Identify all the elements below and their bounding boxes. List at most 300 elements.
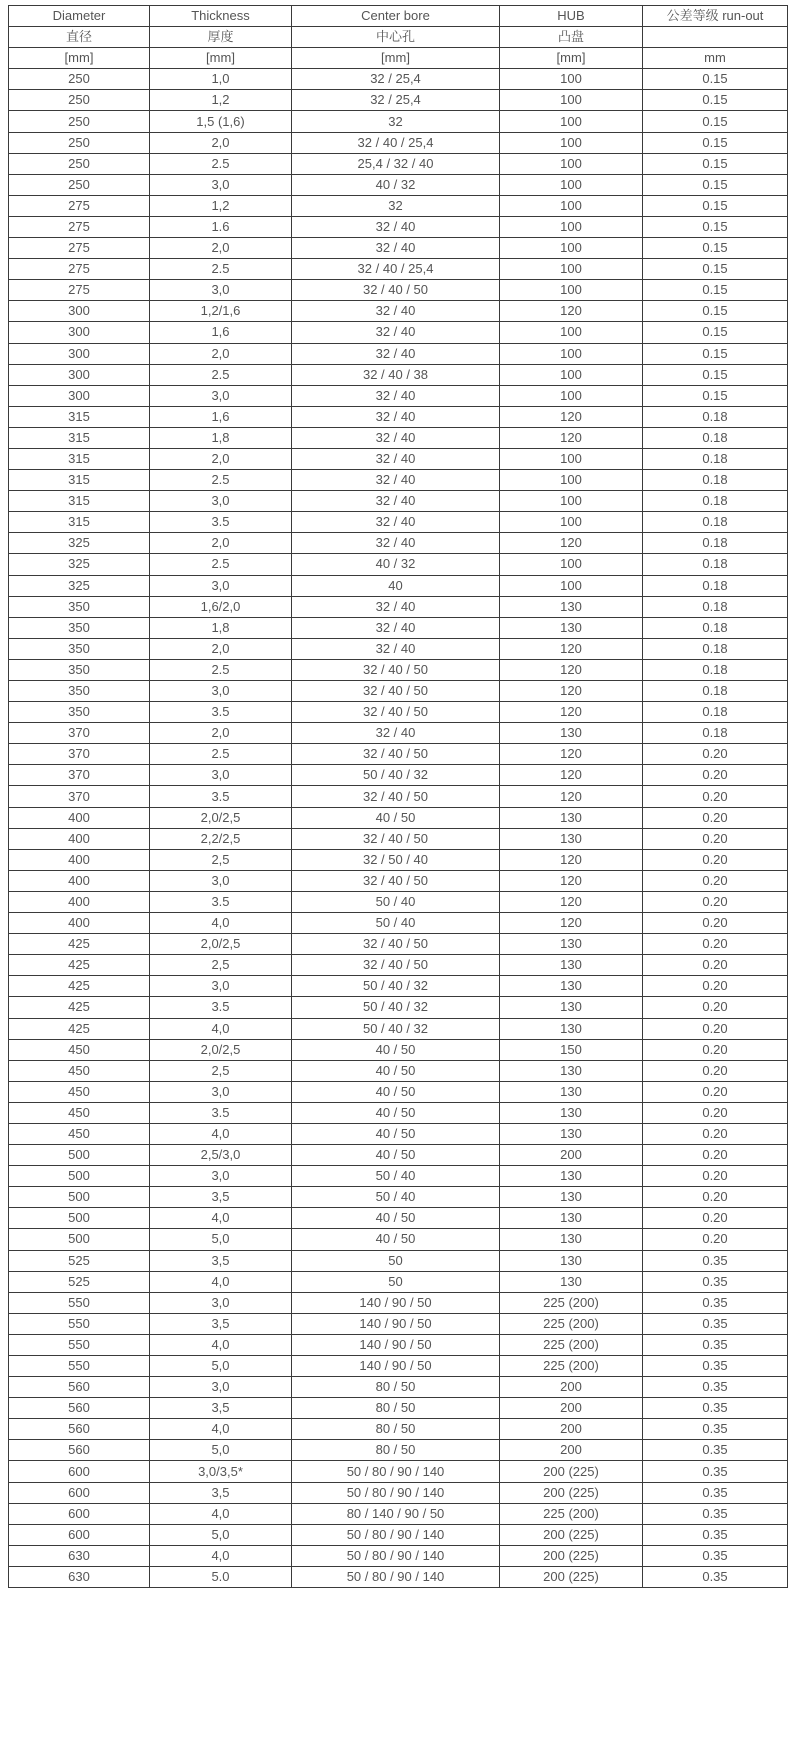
table-row	[9, 1461, 788, 1482]
diameter-cell: 450	[9, 1123, 150, 1144]
header-row	[9, 6, 788, 27]
table-row	[9, 1398, 788, 1419]
diameter-cell: 500	[9, 1145, 150, 1166]
hub-cell: 120	[500, 533, 643, 554]
diameter-cell: 250	[9, 111, 150, 132]
table-row	[9, 870, 788, 891]
center-bore-cell: 32 / 40	[292, 343, 500, 364]
run-out-cell: 0.35	[643, 1356, 788, 1377]
run-out-cell: 0.20	[643, 1187, 788, 1208]
run-out-cell: 0.18	[643, 554, 788, 575]
center-bore-cell: 32 / 40	[292, 301, 500, 322]
hub-cell: 200 (225)	[500, 1482, 643, 1503]
hub-cell: 130	[500, 934, 643, 955]
diameter-cell: 500	[9, 1187, 150, 1208]
hub-cell: 100	[500, 364, 643, 385]
diameter-cell: 630	[9, 1545, 150, 1566]
diameter-cell: 370	[9, 723, 150, 744]
run-out-cell: 0.20	[643, 1229, 788, 1250]
table-row	[9, 491, 788, 512]
run-out-cell	[643, 27, 788, 48]
hub-cell: 100	[500, 69, 643, 90]
table-row	[9, 1229, 788, 1250]
center-bore-cell: 50 / 40	[292, 913, 500, 934]
table-row	[9, 301, 788, 322]
table-row	[9, 195, 788, 216]
run-out-cell: 0.15	[643, 280, 788, 301]
center-bore-cell: 50 / 80 / 90 / 140	[292, 1461, 500, 1482]
diameter-cell: 300	[9, 301, 150, 322]
run-out-cell: 0.20	[643, 1102, 788, 1123]
diameter-cell: 250	[9, 90, 150, 111]
hub-cell: 120	[500, 681, 643, 702]
thickness-cell: 3,0	[150, 765, 292, 786]
center-bore-cell: 50 / 40 / 32	[292, 997, 500, 1018]
table-row	[9, 786, 788, 807]
run-out-cell: 0.35	[643, 1250, 788, 1271]
hub-cell: 100	[500, 153, 643, 174]
diameter-cell: 250	[9, 132, 150, 153]
table-row	[9, 322, 788, 343]
hub-cell: 100	[500, 470, 643, 491]
center-bore-cell: 50 / 80 / 90 / 140	[292, 1482, 500, 1503]
run-out-cell: 0.35	[643, 1292, 788, 1313]
hub-cell: 130	[500, 1229, 643, 1250]
table-row	[9, 343, 788, 364]
center-bore-cell: 40 / 50	[292, 1208, 500, 1229]
hub-cell: 130	[500, 1123, 643, 1144]
hub-cell: [mm]	[500, 48, 643, 69]
diameter-cell: 315	[9, 470, 150, 491]
diameter-cell: 315	[9, 427, 150, 448]
table-row	[9, 891, 788, 912]
table-row	[9, 238, 788, 259]
diameter-cell: 550	[9, 1313, 150, 1334]
table-row	[9, 575, 788, 596]
table-row	[9, 976, 788, 997]
run-out-cell: 0.18	[643, 427, 788, 448]
hub-cell: 130	[500, 1102, 643, 1123]
diameter-cell: 560	[9, 1398, 150, 1419]
thickness-cell: 2,0	[150, 533, 292, 554]
thickness-cell: 2,0	[150, 132, 292, 153]
center-bore-cell: 32	[292, 195, 500, 216]
center-bore-cell: 50 / 40	[292, 1187, 500, 1208]
run-out-cell: 0.20	[643, 786, 788, 807]
table-row	[9, 638, 788, 659]
table-body	[9, 6, 788, 1588]
run-out-cell: 0.20	[643, 744, 788, 765]
hub-cell: 130	[500, 976, 643, 997]
diameter-cell: 300	[9, 322, 150, 343]
center-bore-cell: 32 / 40 / 38	[292, 364, 500, 385]
saw-blade-spec-table	[8, 5, 788, 1588]
run-out-cell: 0.35	[643, 1503, 788, 1524]
hub-cell: 120	[500, 638, 643, 659]
run-out-cell: 0.35	[643, 1440, 788, 1461]
hub-cell: 100	[500, 90, 643, 111]
hub-cell: 200	[500, 1440, 643, 1461]
hub-cell: 120	[500, 870, 643, 891]
hub-cell: 100	[500, 111, 643, 132]
center-bore-cell: 40	[292, 575, 500, 596]
center-bore-cell: 80 / 50	[292, 1398, 500, 1419]
run-out-cell: 0.20	[643, 997, 788, 1018]
diameter-cell: Diameter	[9, 6, 150, 27]
center-bore-cell: 32 / 40	[292, 322, 500, 343]
thickness-cell: 3,0	[150, 174, 292, 195]
table-row	[9, 427, 788, 448]
diameter-cell: 600	[9, 1503, 150, 1524]
diameter-cell: 315	[9, 448, 150, 469]
run-out-cell: 0.15	[643, 132, 788, 153]
diameter-cell: 275	[9, 280, 150, 301]
run-out-cell: 0.35	[643, 1545, 788, 1566]
thickness-cell: 3.5	[150, 997, 292, 1018]
thickness-cell: 2,5/3,0	[150, 1145, 292, 1166]
diameter-cell: 400	[9, 828, 150, 849]
thickness-cell: 5.0	[150, 1566, 292, 1587]
thickness-cell: 3,5	[150, 1482, 292, 1503]
thickness-cell: 3,0	[150, 1292, 292, 1313]
diameter-cell: 560	[9, 1440, 150, 1461]
thickness-cell: 3,5	[150, 1250, 292, 1271]
hub-cell: 120	[500, 913, 643, 934]
thickness-cell: 2.5	[150, 364, 292, 385]
thickness-cell: 4,0	[150, 1503, 292, 1524]
diameter-cell: 600	[9, 1461, 150, 1482]
table-row	[9, 1102, 788, 1123]
thickness-cell: 2.5	[150, 259, 292, 280]
hub-cell: 130	[500, 955, 643, 976]
run-out-cell: 0.18	[643, 575, 788, 596]
diameter-cell: 350	[9, 617, 150, 638]
thickness-cell: 4,0	[150, 1545, 292, 1566]
diameter-cell: 315	[9, 491, 150, 512]
thickness-cell: 2.5	[150, 470, 292, 491]
center-bore-cell: 中心孔	[292, 27, 500, 48]
thickness-cell: 3.5	[150, 891, 292, 912]
run-out-cell: 0.20	[643, 1145, 788, 1166]
diameter-cell: 350	[9, 702, 150, 723]
center-bore-cell: 40 / 50	[292, 807, 500, 828]
diameter-cell: 500	[9, 1166, 150, 1187]
run-out-cell: 0.20	[643, 1039, 788, 1060]
center-bore-cell: 80 / 50	[292, 1440, 500, 1461]
run-out-cell: 0.15	[643, 259, 788, 280]
thickness-cell: 4,0	[150, 1018, 292, 1039]
center-bore-cell: 32 / 40	[292, 216, 500, 237]
diameter-cell: 350	[9, 681, 150, 702]
run-out-cell: 0.18	[643, 659, 788, 680]
center-bore-cell: 140 / 90 / 50	[292, 1292, 500, 1313]
table-row	[9, 448, 788, 469]
hub-cell: 120	[500, 301, 643, 322]
hub-cell: 100	[500, 132, 643, 153]
diameter-cell: 350	[9, 659, 150, 680]
hub-cell: 120	[500, 744, 643, 765]
run-out-cell: 0.18	[643, 491, 788, 512]
center-bore-cell: 32 / 40 / 50	[292, 681, 500, 702]
thickness-cell: 1,6	[150, 322, 292, 343]
table-row	[9, 1545, 788, 1566]
diameter-cell: 370	[9, 786, 150, 807]
run-out-cell: 0.20	[643, 955, 788, 976]
center-bore-cell: 32 / 40	[292, 617, 500, 638]
hub-cell: 120	[500, 702, 643, 723]
table-row	[9, 512, 788, 533]
hub-cell: 225 (200)	[500, 1356, 643, 1377]
run-out-cell: 0.20	[643, 1123, 788, 1144]
diameter-cell: 560	[9, 1377, 150, 1398]
thickness-cell: 3,5	[150, 1187, 292, 1208]
thickness-cell: 2,0/2,5	[150, 934, 292, 955]
center-bore-cell: 32 / 40	[292, 385, 500, 406]
center-bore-cell: 32 / 40 / 50	[292, 934, 500, 955]
diameter-cell: 600	[9, 1482, 150, 1503]
table-row	[9, 702, 788, 723]
hub-cell: 120	[500, 406, 643, 427]
hub-cell: 150	[500, 1039, 643, 1060]
diameter-cell: 550	[9, 1292, 150, 1313]
center-bore-cell: 32 / 50 / 40	[292, 849, 500, 870]
table-row	[9, 69, 788, 90]
diameter-cell: 370	[9, 744, 150, 765]
table-row	[9, 617, 788, 638]
thickness-cell: 3,0	[150, 681, 292, 702]
table-row	[9, 1440, 788, 1461]
diameter-cell: 275	[9, 259, 150, 280]
diameter-cell: 400	[9, 891, 150, 912]
center-bore-cell: 50 / 40	[292, 1166, 500, 1187]
hub-cell: 225 (200)	[500, 1292, 643, 1313]
diameter-cell: 250	[9, 153, 150, 174]
run-out-cell: 0.35	[643, 1566, 788, 1587]
run-out-cell: 0.15	[643, 364, 788, 385]
diameter-cell: 630	[9, 1566, 150, 1587]
hub-cell: 120	[500, 659, 643, 680]
thickness-cell: 5,0	[150, 1440, 292, 1461]
table-row	[9, 723, 788, 744]
table-row	[9, 997, 788, 1018]
table-row	[9, 659, 788, 680]
hub-cell: 130	[500, 596, 643, 617]
table-row	[9, 1271, 788, 1292]
thickness-cell: 4,0	[150, 1271, 292, 1292]
table-row	[9, 280, 788, 301]
center-bore-cell: 40 / 50	[292, 1039, 500, 1060]
run-out-cell: mm	[643, 48, 788, 69]
table-row	[9, 744, 788, 765]
hub-cell: 200	[500, 1145, 643, 1166]
center-bore-cell: 50 / 80 / 90 / 140	[292, 1524, 500, 1545]
center-bore-cell: 80 / 50	[292, 1419, 500, 1440]
diameter-cell: 400	[9, 913, 150, 934]
center-bore-cell: 32 / 40	[292, 238, 500, 259]
diameter-cell: 450	[9, 1039, 150, 1060]
center-bore-cell: 40 / 50	[292, 1102, 500, 1123]
hub-cell: 200 (225)	[500, 1545, 643, 1566]
hub-cell: 200	[500, 1419, 643, 1440]
table-row	[9, 385, 788, 406]
thickness-cell: 2,0	[150, 238, 292, 259]
thickness-cell: 1,8	[150, 617, 292, 638]
hub-cell: 100	[500, 343, 643, 364]
thickness-cell: 2,5	[150, 849, 292, 870]
run-out-cell: 0.15	[643, 343, 788, 364]
table-row	[9, 1377, 788, 1398]
hub-cell: 100	[500, 491, 643, 512]
hub-cell: 130	[500, 1081, 643, 1102]
hub-cell: 200	[500, 1377, 643, 1398]
diameter-cell: [mm]	[9, 48, 150, 69]
run-out-cell: 0.15	[643, 174, 788, 195]
table-row	[9, 1039, 788, 1060]
diameter-cell: 425	[9, 934, 150, 955]
diameter-cell: 250	[9, 69, 150, 90]
run-out-cell: 公差等级 run-out	[643, 6, 788, 27]
table-row	[9, 596, 788, 617]
table-row	[9, 111, 788, 132]
thickness-cell: 3.5	[150, 1102, 292, 1123]
diameter-cell: 370	[9, 765, 150, 786]
hub-cell: 100	[500, 259, 643, 280]
table-row	[9, 554, 788, 575]
hub-cell: 200	[500, 1398, 643, 1419]
hub-cell: 225 (200)	[500, 1503, 643, 1524]
table-row	[9, 1187, 788, 1208]
hub-cell: 100	[500, 512, 643, 533]
thickness-cell: 2.5	[150, 554, 292, 575]
run-out-cell: 0.35	[643, 1482, 788, 1503]
hub-cell: 100	[500, 195, 643, 216]
thickness-cell: 3.5	[150, 512, 292, 533]
run-out-cell: 0.15	[643, 301, 788, 322]
hub-cell: 130	[500, 1250, 643, 1271]
thickness-cell: 2,0	[150, 638, 292, 659]
run-out-cell: 0.20	[643, 1081, 788, 1102]
hub-cell: 130	[500, 617, 643, 638]
hub-cell: 100	[500, 174, 643, 195]
thickness-cell: 1,2	[150, 195, 292, 216]
run-out-cell: 0.15	[643, 69, 788, 90]
thickness-cell: 2,0	[150, 448, 292, 469]
hub-cell: 120	[500, 765, 643, 786]
diameter-cell: 425	[9, 976, 150, 997]
run-out-cell: 0.18	[643, 448, 788, 469]
hub-cell: 120	[500, 849, 643, 870]
thickness-cell: 2,5	[150, 955, 292, 976]
diameter-cell: 275	[9, 195, 150, 216]
hub-cell: HUB	[500, 6, 643, 27]
hub-cell: 130	[500, 1018, 643, 1039]
run-out-cell: 0.20	[643, 1208, 788, 1229]
run-out-cell: 0.35	[643, 1377, 788, 1398]
table-row	[9, 1482, 788, 1503]
diameter-cell: 400	[9, 807, 150, 828]
center-bore-cell: 32 / 40 / 25,4	[292, 259, 500, 280]
thickness-cell: 3,0	[150, 385, 292, 406]
center-bore-cell: 32 / 40	[292, 470, 500, 491]
center-bore-cell: 40 / 32	[292, 554, 500, 575]
thickness-cell: 5,0	[150, 1524, 292, 1545]
run-out-cell: 0.20	[643, 807, 788, 828]
center-bore-cell: 40 / 32	[292, 174, 500, 195]
thickness-cell: 5,0	[150, 1356, 292, 1377]
hub-cell: 130	[500, 807, 643, 828]
center-bore-cell: 40 / 50	[292, 1123, 500, 1144]
thickness-cell: 3,0	[150, 1166, 292, 1187]
center-bore-cell: 32 / 40 / 25,4	[292, 132, 500, 153]
diameter-cell: 250	[9, 174, 150, 195]
header-row	[9, 48, 788, 69]
thickness-cell: 3,5	[150, 1313, 292, 1334]
run-out-cell: 0.20	[643, 1060, 788, 1081]
hub-cell: 225 (200)	[500, 1313, 643, 1334]
thickness-cell: 2,0/2,5	[150, 807, 292, 828]
table-row	[9, 849, 788, 870]
table-row	[9, 765, 788, 786]
diameter-cell: 300	[9, 364, 150, 385]
diameter-cell: 275	[9, 238, 150, 259]
hub-cell: 130	[500, 723, 643, 744]
diameter-cell: 525	[9, 1250, 150, 1271]
table-row	[9, 1208, 788, 1229]
center-bore-cell: 32 / 40 / 50	[292, 870, 500, 891]
diameter-cell: 300	[9, 385, 150, 406]
run-out-cell: 0.20	[643, 870, 788, 891]
run-out-cell: 0.18	[643, 638, 788, 659]
thickness-cell: Thickness	[150, 6, 292, 27]
center-bore-cell: 32 / 40 / 50	[292, 955, 500, 976]
center-bore-cell: 32 / 25,4	[292, 69, 500, 90]
table-row	[9, 1313, 788, 1334]
table-row	[9, 132, 788, 153]
thickness-cell: 2,0	[150, 343, 292, 364]
table-row	[9, 470, 788, 491]
hub-cell: 100	[500, 238, 643, 259]
center-bore-cell: 32 / 40	[292, 512, 500, 533]
run-out-cell: 0.18	[643, 406, 788, 427]
diameter-cell: 315	[9, 406, 150, 427]
diameter-cell: 600	[9, 1524, 150, 1545]
diameter-cell: 425	[9, 997, 150, 1018]
table-row	[9, 216, 788, 237]
diameter-cell: 550	[9, 1356, 150, 1377]
center-bore-cell: 50 / 40 / 32	[292, 976, 500, 997]
diameter-cell: 400	[9, 849, 150, 870]
center-bore-cell: 32 / 40	[292, 723, 500, 744]
thickness-cell: 3,0	[150, 1081, 292, 1102]
run-out-cell: 0.35	[643, 1461, 788, 1482]
table-row	[9, 1123, 788, 1144]
table-row	[9, 1081, 788, 1102]
run-out-cell: 0.15	[643, 216, 788, 237]
table-row	[9, 174, 788, 195]
diameter-cell: 直径	[9, 27, 150, 48]
center-bore-cell: 32 / 40 / 50	[292, 659, 500, 680]
run-out-cell: 0.35	[643, 1419, 788, 1440]
hub-cell: 100	[500, 280, 643, 301]
hub-cell: 130	[500, 1060, 643, 1081]
run-out-cell: 0.20	[643, 828, 788, 849]
diameter-cell: 350	[9, 638, 150, 659]
diameter-cell: 500	[9, 1208, 150, 1229]
run-out-cell: 0.18	[643, 596, 788, 617]
thickness-cell: 3,5	[150, 1398, 292, 1419]
thickness-cell: 5,0	[150, 1229, 292, 1250]
thickness-cell: 4,0	[150, 1419, 292, 1440]
